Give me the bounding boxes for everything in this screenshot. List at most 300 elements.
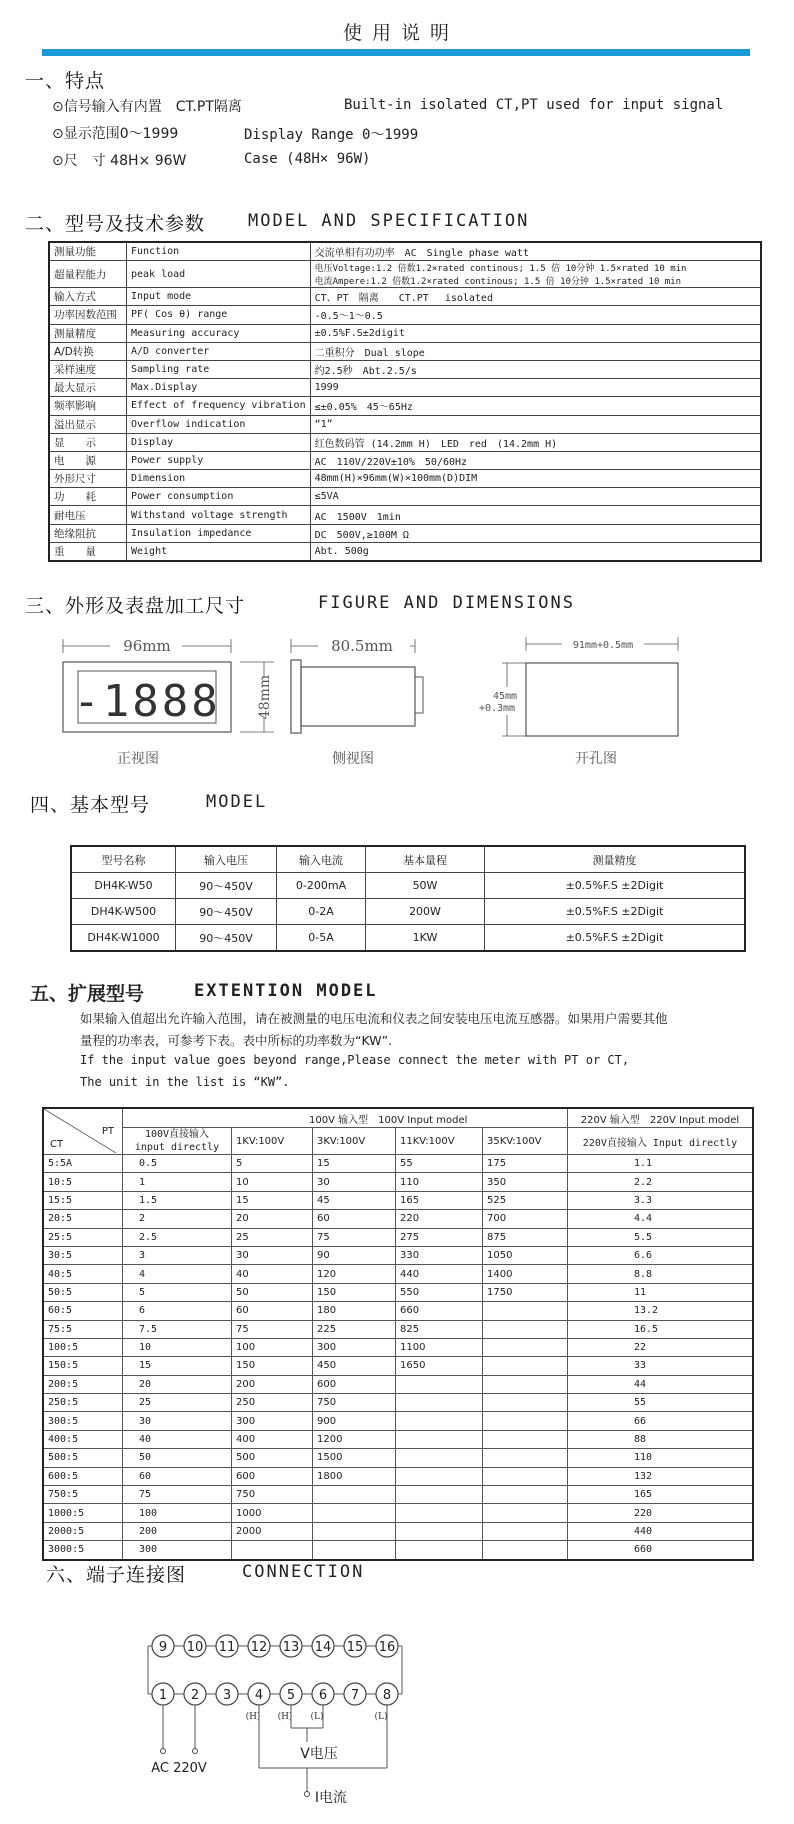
spec-value-line: 电流Ampere:1.2 倍数1.2×rated continous; 1.5 倍 10分钟 1.5×rated 10 min xyxy=(314,277,682,288)
terminal-number: 15 xyxy=(346,1640,364,1655)
ext-cell xyxy=(483,1338,568,1356)
ext-row xyxy=(43,1191,753,1209)
ext-cell: 220 xyxy=(568,1504,754,1522)
terminal-number: 4 xyxy=(254,1688,264,1703)
ext-cell xyxy=(483,1449,568,1467)
ext-cell: 165 xyxy=(568,1486,754,1504)
ext-cell xyxy=(313,1486,396,1504)
ext-cell: 400 xyxy=(232,1430,313,1448)
current-label: I电流 xyxy=(314,1790,348,1806)
sec5-para-2: 量程的功率表，可参考下表。表中所标的功率数为“KW”. xyxy=(80,1033,393,1048)
ext-cell: 13.2 xyxy=(568,1302,754,1320)
ext-cell: 525 xyxy=(483,1191,568,1209)
ext-cell: 90 xyxy=(313,1246,396,1264)
ext-cell: 200 xyxy=(232,1375,313,1393)
ext-cell: 275 xyxy=(396,1228,483,1246)
ext-cell: 1400 xyxy=(483,1265,568,1283)
spec-row xyxy=(49,342,761,360)
model-cell: 0-200mA xyxy=(277,873,366,899)
ext-cell: 15 xyxy=(232,1191,313,1209)
col-11kv: 11KV:100V xyxy=(396,1128,483,1155)
ext-cell: 600 xyxy=(232,1467,313,1485)
spec-label-cn: 绝缘阻抗 xyxy=(49,524,127,542)
cutout-tolerance-label: +0.3mm xyxy=(478,703,516,714)
spec-label-en: Function xyxy=(127,242,311,261)
spec-label-cn: 测量精度 xyxy=(49,324,127,342)
spec-row xyxy=(49,524,761,542)
spec-row xyxy=(49,488,761,506)
ext-cell xyxy=(483,1504,568,1522)
ext-cell: 150 xyxy=(232,1357,313,1375)
ext-cell: 300 xyxy=(313,1338,396,1356)
spec-value: 48mm(H)×96mm(W)×100mm(D)DIM xyxy=(310,470,761,488)
col-35kv: 35KV:100V xyxy=(483,1128,568,1155)
ext-cell: 700 xyxy=(483,1210,568,1228)
terminal-number: 9 xyxy=(158,1640,168,1655)
ext-cell: 60 xyxy=(123,1467,232,1485)
model-row xyxy=(71,899,745,925)
ext-cell: 1200 xyxy=(313,1430,396,1448)
sec3-heading-en: FIGURE AND DIMENSIONS xyxy=(318,593,575,613)
model-cell: 0-5A xyxy=(277,925,366,952)
col-1kv: 1KV:100V xyxy=(232,1128,313,1155)
ext-cell xyxy=(396,1375,483,1393)
ext-row xyxy=(43,1228,753,1246)
sec6-heading-cn: 六、端子连接图 xyxy=(46,1564,187,1586)
ext-cell: 2.2 xyxy=(568,1173,754,1191)
ext-cell xyxy=(396,1522,483,1540)
spec-value: AC 110V/220V±10% 50/60Hz xyxy=(310,451,761,469)
spec-row xyxy=(49,470,761,488)
cutout-height-label: 45mm xyxy=(492,691,518,702)
model-cell: DH4K-W50 xyxy=(71,873,176,899)
spec-label-en: Overflow indication xyxy=(127,415,311,433)
ext-row xyxy=(43,1504,753,1522)
models-header-cell: 基本量程 xyxy=(366,846,485,873)
sec5-heading-cn: 五、扩展型号 xyxy=(30,983,145,1005)
lead-end xyxy=(305,1792,310,1797)
spec-row xyxy=(49,261,761,288)
terminal-number: 14 xyxy=(314,1640,332,1655)
ext-cell: 175 xyxy=(483,1155,568,1173)
spec-label-cn: 功率因数范围 xyxy=(49,306,127,324)
ext-cell: 200 xyxy=(123,1522,232,1540)
ext-ct-ratio: 250:5 xyxy=(43,1394,123,1412)
ext-cell: 7.5 xyxy=(123,1320,232,1338)
ext-cell: 11 xyxy=(568,1283,754,1301)
ext-cell xyxy=(396,1430,483,1448)
spec-label-cn: 溢出显示 xyxy=(49,415,127,433)
spec-label-en: Withstand voltage strength xyxy=(127,506,311,524)
ext-cell: 225 xyxy=(313,1320,396,1338)
ext-row xyxy=(43,1155,753,1173)
ext-cell: 300 xyxy=(232,1412,313,1430)
ext-row xyxy=(43,1302,753,1320)
ext-cell: 150 xyxy=(313,1283,396,1301)
spec-label-en: Power consumption xyxy=(127,488,311,506)
col-3kv: 3KV:100V xyxy=(313,1128,396,1155)
model-cell: ±0.5%F.S ±2Digit xyxy=(485,873,746,899)
ext-cell: 110 xyxy=(568,1449,754,1467)
ext-cell: 220 xyxy=(396,1210,483,1228)
ext-ct-ratio: 10:5 xyxy=(43,1173,123,1191)
ext-row xyxy=(43,1265,753,1283)
ext-cell: 1050 xyxy=(483,1246,568,1264)
ext-row xyxy=(43,1283,753,1301)
side-depth-label: 80.5mm xyxy=(331,637,393,655)
ext-cell: 1000 xyxy=(232,1504,313,1522)
model-row xyxy=(71,873,745,899)
col-220v-direct: 220V直接输入 Input directly xyxy=(568,1128,754,1155)
spec-label-cn: 重 量 xyxy=(49,542,127,561)
spec-row xyxy=(49,379,761,397)
ext-cell: 120 xyxy=(313,1265,396,1283)
ext-cell: 900 xyxy=(313,1412,396,1430)
spec-label-en: Measuring accuracy xyxy=(127,324,311,342)
cutout-view-caption: 开孔图 xyxy=(575,751,617,767)
terminal-number: 5 xyxy=(286,1688,296,1703)
front-width-label: 96mm xyxy=(123,637,171,655)
spec-label-en: Power supply xyxy=(127,451,311,469)
ext-row xyxy=(43,1541,753,1560)
ext-cell: 22 xyxy=(568,1338,754,1356)
spec-label-en: Input mode xyxy=(127,288,311,306)
ext-cell: 66 xyxy=(568,1412,754,1430)
spec-label-en: PF( Cos θ) range xyxy=(127,306,311,324)
model-cell: ±0.5%F.S ±2Digit xyxy=(485,899,746,925)
terminal-number: 7 xyxy=(350,1688,360,1703)
ext-cell: 1750 xyxy=(483,1283,568,1301)
sec1-heading: 一、特点 xyxy=(25,70,106,92)
ext-cell: 5 xyxy=(123,1283,232,1301)
ext-cell xyxy=(483,1394,568,1412)
sec5-heading-en: EXTENTION MODEL xyxy=(194,981,378,1001)
spec-value: 约2.5秒 Abt.2.5/s xyxy=(310,360,761,378)
models-header-cell: 输入电流 xyxy=(277,846,366,873)
spec-row xyxy=(49,451,761,469)
ext-ct-ratio: 75:5 xyxy=(43,1320,123,1338)
ext-cell: 100 xyxy=(232,1338,313,1356)
polarity-mark: (H) xyxy=(277,1712,293,1722)
ext-cell: 1500 xyxy=(313,1449,396,1467)
spec-label-en: A/D converter xyxy=(127,342,311,360)
voltage-label: V电压 xyxy=(300,1746,338,1762)
spec-value: CT、PT 隔离 CT.PT isolated xyxy=(310,288,761,306)
ext-cell: 20 xyxy=(123,1375,232,1393)
ext-cell: 1800 xyxy=(313,1467,396,1485)
title-accent-bar xyxy=(42,49,750,56)
ext-ct-ratio: 750:5 xyxy=(43,1486,123,1504)
spec-value: 1999 xyxy=(310,379,761,397)
extension-table xyxy=(42,1107,754,1561)
ext-cell: 750 xyxy=(232,1486,313,1504)
ext-row xyxy=(43,1210,753,1228)
ext-cell: 3 xyxy=(123,1246,232,1264)
ext-row xyxy=(43,1412,753,1430)
ext-cell xyxy=(483,1320,568,1338)
ext-cell: 2 xyxy=(123,1210,232,1228)
ext-cell: 500 xyxy=(232,1449,313,1467)
spec-value: 二重积分 Dual slope xyxy=(310,342,761,360)
ext-ct-ratio: 600:5 xyxy=(43,1467,123,1485)
ext-cell: 55 xyxy=(396,1155,483,1173)
ext-cell: 600 xyxy=(313,1375,396,1393)
spec-label-cn: A/D转换 xyxy=(49,342,127,360)
page-title: 使 用 说 明 xyxy=(342,22,452,44)
sec2-heading-cn: 二、型号及技术参数 xyxy=(25,213,206,235)
ext-cell: 44 xyxy=(568,1375,754,1393)
ext-cell: 30 xyxy=(313,1173,396,1191)
ext-cell: 180 xyxy=(313,1302,396,1320)
cutout-view xyxy=(502,637,678,736)
ext-ct-ratio: 5:5A xyxy=(43,1155,123,1173)
spec-row xyxy=(49,433,761,451)
spec-row xyxy=(49,397,761,415)
spec-row xyxy=(49,506,761,524)
spec-label-cn: 频率影响 xyxy=(49,397,127,415)
ext-row xyxy=(43,1246,753,1264)
ext-cell: 40 xyxy=(123,1430,232,1448)
model-cell: 200W xyxy=(366,899,485,925)
ext-cell: 75 xyxy=(313,1228,396,1246)
ext-cell: 550 xyxy=(396,1283,483,1301)
ext-cell xyxy=(396,1504,483,1522)
spec-value: ≤5VA xyxy=(310,488,761,506)
sec2-heading-en: MODEL AND SPECIFICATION xyxy=(248,211,530,231)
terminal-number: 13 xyxy=(282,1640,300,1655)
ext-row xyxy=(43,1357,753,1375)
ext-ct-ratio: 2000:5 xyxy=(43,1522,123,1540)
ext-cell: 1650 xyxy=(396,1357,483,1375)
ext-cell: 40 xyxy=(232,1265,313,1283)
model-cell: 90～450V xyxy=(176,925,277,952)
terminal-number: 11 xyxy=(218,1640,236,1655)
ext-ct-ratio: 50:5 xyxy=(43,1283,123,1301)
ext-cell xyxy=(483,1522,568,1540)
ext-cell: 330 xyxy=(396,1246,483,1264)
ext-ct-ratio: 20:5 xyxy=(43,1210,123,1228)
spec-label-cn: 耐电压 xyxy=(49,506,127,524)
ext-ct-ratio: 200:5 xyxy=(43,1375,123,1393)
ext-cell: 3.3 xyxy=(568,1191,754,1209)
ext-cell: 450 xyxy=(313,1357,396,1375)
ext-cell: 440 xyxy=(396,1265,483,1283)
ext-cell: 875 xyxy=(483,1228,568,1246)
ext-ct-ratio: 500:5 xyxy=(43,1449,123,1467)
ext-cell xyxy=(483,1357,568,1375)
ext-cell xyxy=(396,1449,483,1467)
ext-cell: 25 xyxy=(123,1394,232,1412)
sec5-para-3: If the input value goes beyond range,Please connect the meter with PT or CT, xyxy=(80,1053,630,1067)
ext-cell: 15 xyxy=(123,1357,232,1375)
ext-ct-ratio: 150:5 xyxy=(43,1357,123,1375)
ext-cell: 2000 xyxy=(232,1522,313,1540)
sec6-heading-en: CONNECTION xyxy=(242,1562,365,1582)
spec-table xyxy=(48,241,762,562)
ext-cell: 100 xyxy=(123,1504,232,1522)
spec-label-cn: 输入方式 xyxy=(49,288,127,306)
spec-value: -0.5～1～0.5 xyxy=(310,306,761,324)
spec-label-en: Display xyxy=(127,433,311,451)
ext-cell xyxy=(483,1430,568,1448)
spec-value-line: 电压Voltage:1.2 倍数1.2×rated continous; 1.5 倍 10分钟 1.5×rated 10 min xyxy=(314,264,687,275)
spec-label-en: Dimension xyxy=(127,470,311,488)
ext-cell: 50 xyxy=(123,1449,232,1467)
spec-label-cn: 采样速度 xyxy=(49,360,127,378)
ext-cell: 75 xyxy=(232,1320,313,1338)
ext-cell: 4 xyxy=(123,1265,232,1283)
spec-row xyxy=(49,306,761,324)
ext-ct-ratio: 40:5 xyxy=(43,1265,123,1283)
connection-diagram xyxy=(0,1620,794,1824)
spec-label-en: Sampling rate xyxy=(127,360,311,378)
spec-row xyxy=(49,288,761,306)
ext-ct-ratio: 300:5 xyxy=(43,1412,123,1430)
ac-label: AC 220V xyxy=(151,1761,207,1776)
ext-cell: 60 xyxy=(313,1210,396,1228)
spec-label-cn: 超量程能力 xyxy=(49,261,127,288)
group-220v-header: 220V 输入型 220V Input model xyxy=(568,1108,754,1128)
terminal-number: 16 xyxy=(378,1640,396,1655)
front-height-label: 48mm xyxy=(257,674,273,720)
ext-cell: 88 xyxy=(568,1430,754,1448)
ext-cell: 1 xyxy=(123,1173,232,1191)
ext-cell: 45 xyxy=(313,1191,396,1209)
models-header-cell: 型号名称 xyxy=(71,846,176,873)
ext-cell xyxy=(396,1467,483,1485)
ext-row xyxy=(43,1394,753,1412)
display-digits: -1888 xyxy=(73,676,221,727)
ext-ct-ratio: 60:5 xyxy=(43,1302,123,1320)
ext-cell xyxy=(396,1412,483,1430)
ext-row xyxy=(43,1467,753,1485)
terminal-number: 2 xyxy=(190,1688,200,1703)
polarity-mark: (H) xyxy=(245,1712,261,1722)
cutout-width-label: 91mm+0.5mm xyxy=(572,640,634,651)
spec-label-en: Insulation impedance xyxy=(127,524,311,542)
ext-cell: 55 xyxy=(568,1394,754,1412)
terminal-number: 3 xyxy=(222,1688,232,1703)
ext-row xyxy=(43,1375,753,1393)
col-100v-direct-cn: 100V直接输入 xyxy=(144,1129,210,1140)
ext-cell: 440 xyxy=(568,1522,754,1540)
group-100v-header: 100V 输入型 100V Input model xyxy=(123,1108,568,1128)
spec-value: DC 500V,≥100M Ω xyxy=(310,524,761,542)
ext-ct-ratio: 400:5 xyxy=(43,1430,123,1448)
ext-cell: 6.6 xyxy=(568,1246,754,1264)
ext-ct-ratio: 100:5 xyxy=(43,1338,123,1356)
terminal-number: 8 xyxy=(382,1688,392,1703)
ext-cell: 6 xyxy=(123,1302,232,1320)
sec3-heading-cn: 三、外形及表盘加工尺寸 xyxy=(25,595,246,617)
ext-cell: 4.4 xyxy=(568,1210,754,1228)
spec-label-cn: 功 耗 xyxy=(49,488,127,506)
ext-cell xyxy=(396,1394,483,1412)
spec-row xyxy=(49,324,761,342)
ext-cell xyxy=(483,1486,568,1504)
basic-models-table xyxy=(70,845,746,952)
feature-1-cn: ⊙信号输入有内置 CT.PT隔离 xyxy=(52,99,242,115)
ext-cell xyxy=(483,1412,568,1430)
ext-cell xyxy=(483,1467,568,1485)
ext-row xyxy=(43,1173,753,1191)
feature-3-en: Case (48H× 96W) xyxy=(244,151,371,167)
models-header-cell: 输入电压 xyxy=(176,846,277,873)
sec4-heading-cn: 四、基本型号 xyxy=(30,794,151,816)
spec-label-cn: 测量功能 xyxy=(49,242,127,261)
ext-row xyxy=(43,1486,753,1504)
ext-cell: 660 xyxy=(396,1302,483,1320)
sec5-para-1: 如果输入值超出允许输入范围，请在被测量的电压电流和仪表之间安装电压电流互感器。如果用户需要其他 xyxy=(80,1011,668,1026)
ext-row xyxy=(43,1320,753,1338)
ext-cell: 110 xyxy=(396,1173,483,1191)
ext-cell: 2.5 xyxy=(123,1228,232,1246)
ext-cell: 25 xyxy=(232,1228,313,1246)
ext-cell: 16.5 xyxy=(568,1320,754,1338)
ext-cell: 15 xyxy=(313,1155,396,1173)
ext-cell: 10 xyxy=(123,1338,232,1356)
lead-end xyxy=(193,1749,198,1754)
ext-cell: 132 xyxy=(568,1467,754,1485)
spec-row xyxy=(49,542,761,561)
front-view-caption: 正视图 xyxy=(117,751,159,767)
ext-cell xyxy=(232,1541,313,1560)
feature-2-en: Display Range 0～1999 xyxy=(244,127,419,143)
model-cell: 0-2A xyxy=(277,899,366,925)
sec4-heading-en: MODEL xyxy=(206,792,268,812)
ext-row xyxy=(43,1522,753,1540)
ext-cell: 30 xyxy=(123,1412,232,1430)
ext-cell: 5 xyxy=(232,1155,313,1173)
terminal-number: 10 xyxy=(186,1640,204,1655)
ext-cell: 660 xyxy=(568,1541,754,1560)
pt-label: PT xyxy=(101,1126,114,1137)
ct-label: CT xyxy=(50,1139,64,1150)
model-row xyxy=(71,925,745,952)
ext-cell: 10 xyxy=(232,1173,313,1191)
spec-value xyxy=(310,261,761,288)
feature-2-cn: ⊙显示范围0～1999 xyxy=(52,126,179,142)
sec5-para-4: The unit in the list is “KW”. xyxy=(80,1075,290,1089)
spec-row xyxy=(49,242,761,261)
ext-cell: 8.8 xyxy=(568,1265,754,1283)
model-cell: 1KW xyxy=(366,925,485,952)
ext-cell xyxy=(313,1504,396,1522)
ext-row xyxy=(43,1338,753,1356)
ext-cell xyxy=(396,1486,483,1504)
ext-ct-ratio: 3000:5 xyxy=(43,1541,123,1560)
ext-cell: 1.1 xyxy=(568,1155,754,1173)
spec-label-cn: 外形尺寸 xyxy=(49,470,127,488)
spec-row xyxy=(49,415,761,433)
spec-value: “1” xyxy=(310,415,761,433)
ext-cell: 20 xyxy=(232,1210,313,1228)
terminal-number: 6 xyxy=(318,1688,328,1703)
ext-cell: 300 xyxy=(123,1541,232,1560)
ext-ct-ratio: 30:5 xyxy=(43,1246,123,1264)
feature-3-cn: ⊙尺 寸 48H× 96W xyxy=(52,153,187,169)
terminal-number: 1 xyxy=(158,1688,168,1703)
spec-value: Abt. 500g xyxy=(310,542,761,561)
spec-value: 交流单相有功功率 AC Single phase watt xyxy=(310,242,761,261)
spec-row xyxy=(49,360,761,378)
spec-label-en: Weight xyxy=(127,542,311,561)
terminal-number: 12 xyxy=(250,1640,268,1655)
spec-label-cn: 显 示 xyxy=(49,433,127,451)
spec-value: AC 1500V 1min xyxy=(310,506,761,524)
lead-end xyxy=(161,1749,166,1754)
spec-label-en: Effect of frequency vibration xyxy=(127,397,311,415)
